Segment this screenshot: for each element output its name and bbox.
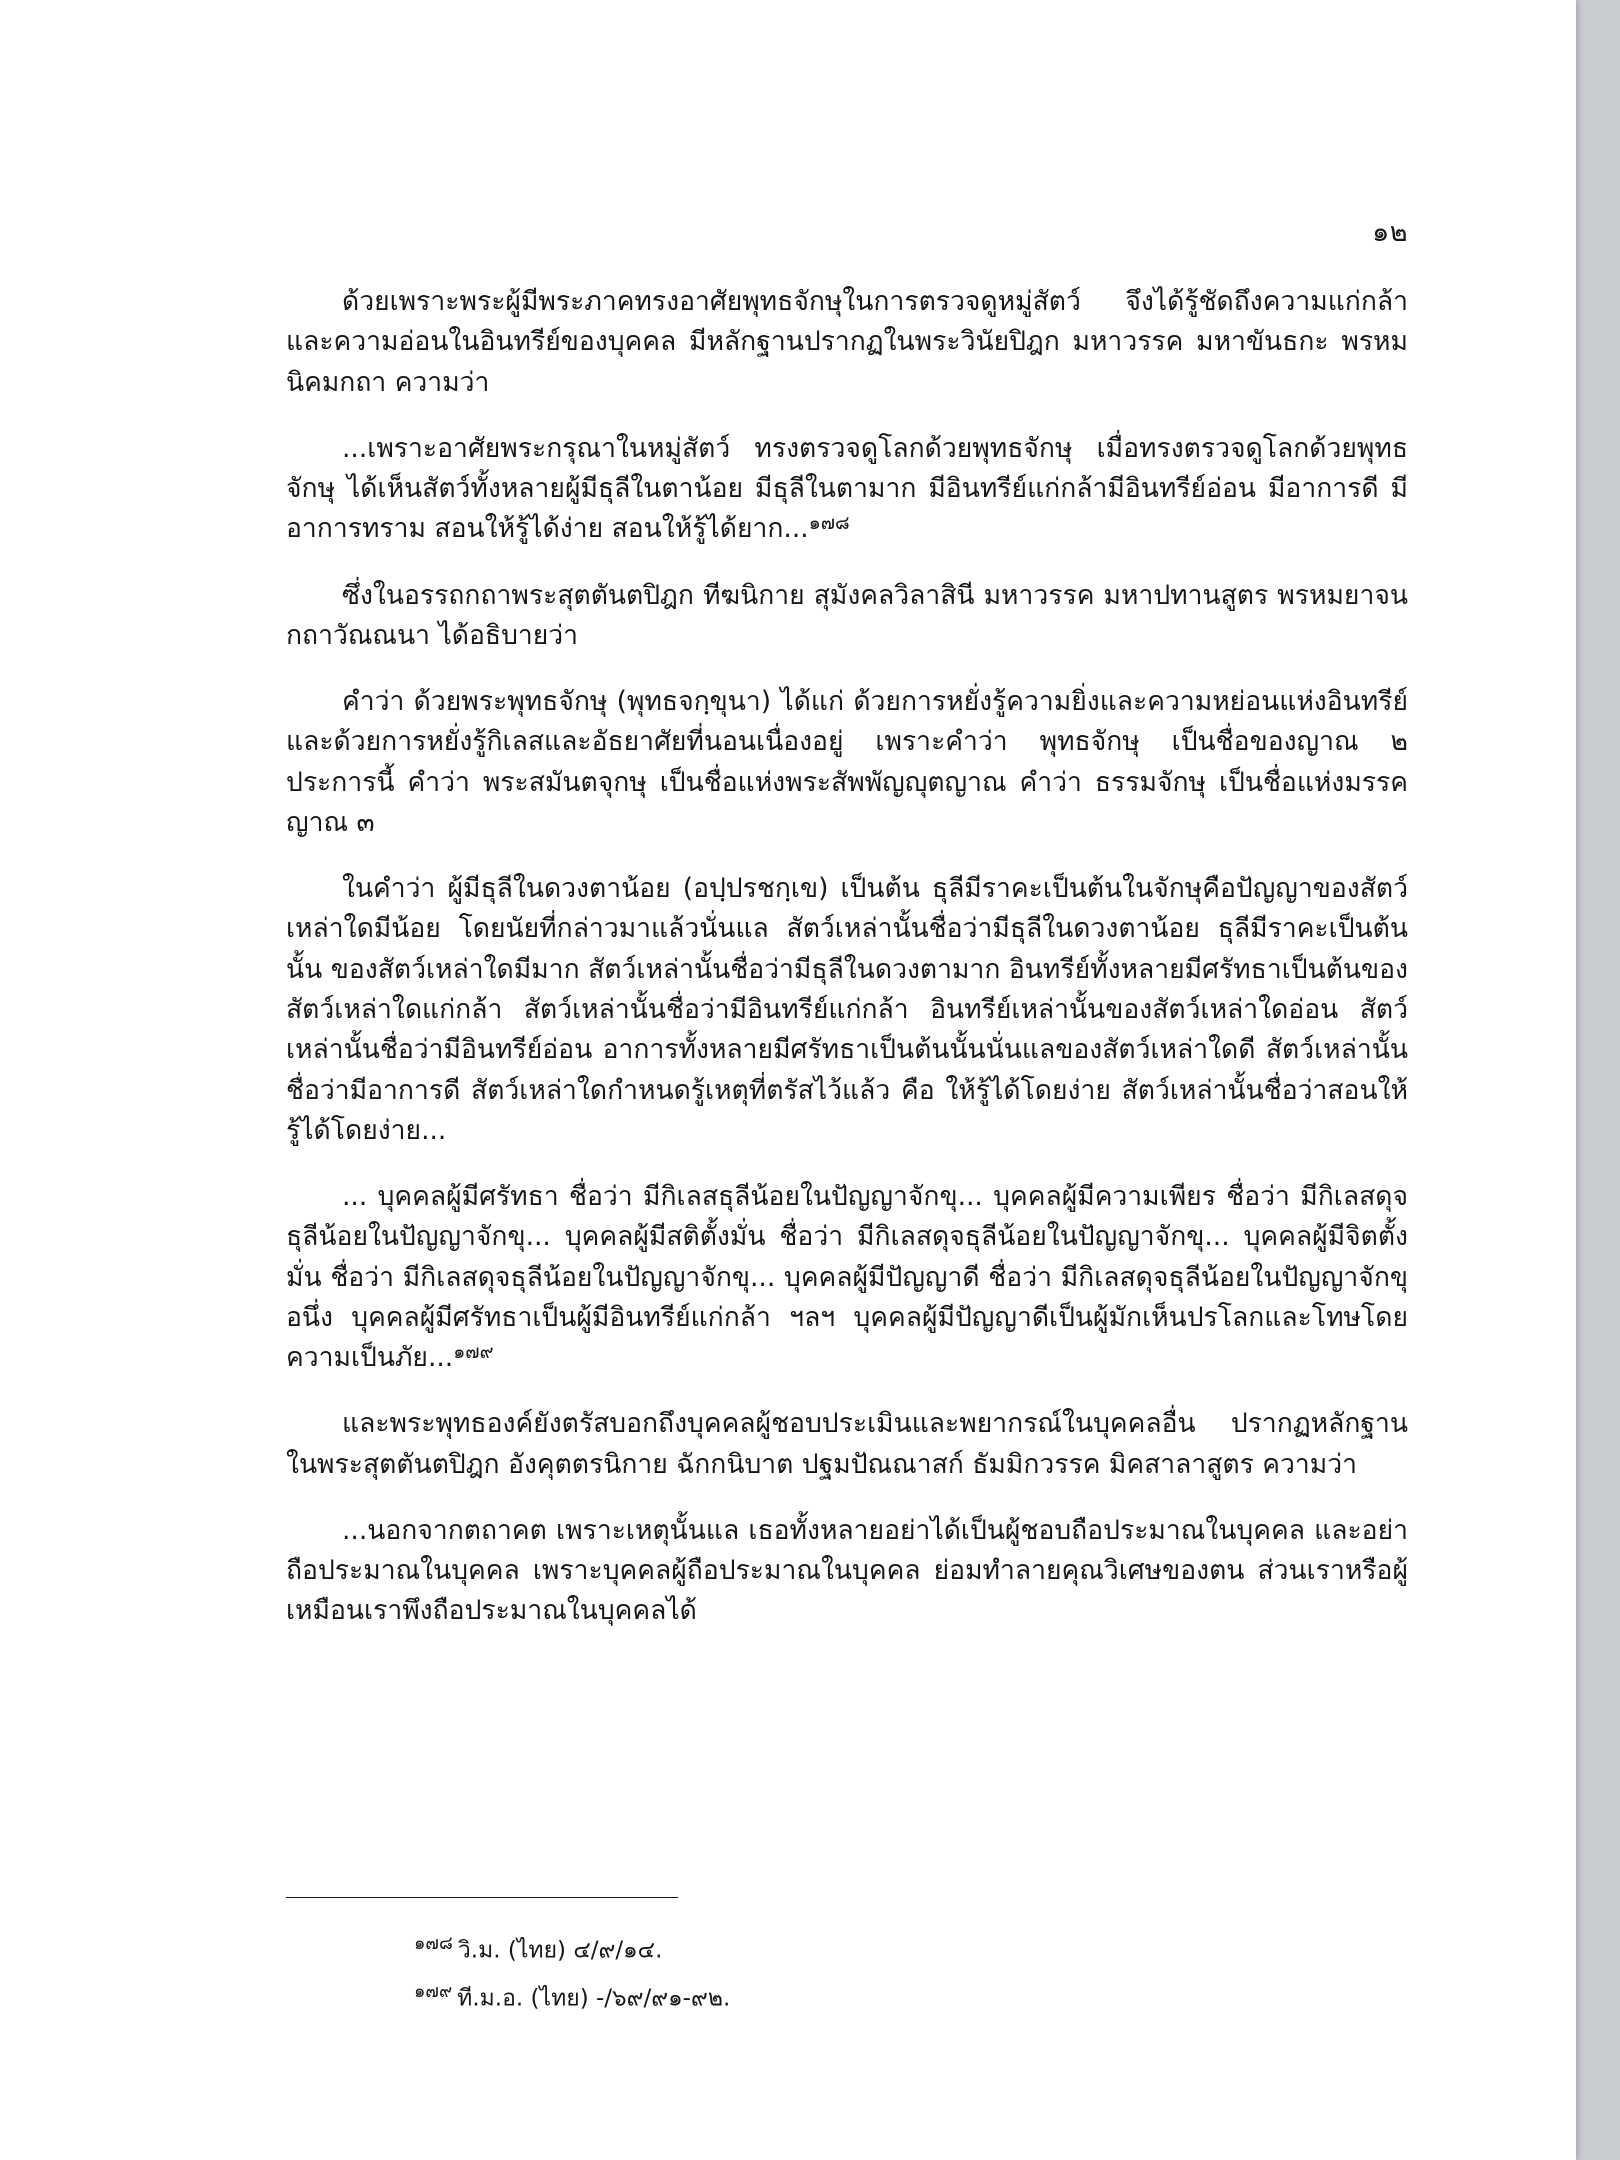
paragraph: และพระพุทธองค์ยังตรัสบอกถึงบุคคลผู้ชอบประเมินและพยากรณ์ในบุคคลอื่น ปรากฏหลักฐานในพระสุตตันตปิฎก อังคุตตรนิกาย ฉักกนิบาต ปฐมปัณณาสก์ ธัมมิกวรรค มิคสาลาสูตร ความว่า xyxy=(286,1408,1408,1480)
footnote-marker-1: ๑๗๘ xyxy=(808,512,850,535)
paragraph: ซึ่งในอรรถกถาพระสุตตันตปิฎก ทีฆนิกาย สุมังคลวิลาสินี มหาวรรค มหาปทานสูตร พรหมยาจนกถาวัณณนา ได้อธิบายว่า xyxy=(286,579,1408,651)
paragraph-text: ...เพราะอาศัยพระกรุณาในหมู่สัตว์ ทรงตรวจดูโลกด้วยพุทธจักษุ เมื่อทรงตรวจดูโลกด้วยพุทธจักษุ ได้เห็นสัตว์ทั้งหลายผู้มีธุลีในตาน้อย มีธุลีในตามาก มีอินทรีย์แก่กล้ามีอินทรีย์อ่อน มีอาการดี มีอาการทราม สอนให้รู้ได้ง่าย สอนให้รู้ได้ยาก... xyxy=(286,432,1408,545)
paragraph: คำว่า ด้วยพระพุทธจักษุ (พุทธจกฺขุนา) ได้แก่ ด้วยการหยั่งรู้ความยิ่งและความหย่อนแห่งอินทรีย์ และด้วยการหยั่งรู้กิเลสและอัธยาศัยที่นอนเนื่องอยู่ เพราะคำว่า พุทธจักษุ เป็นชื่อของญาณ ๒ ประการนี้ คำว่า พระสมันตจุกษุ เป็นชื่อแห่งพระสัพพัญญุตญาณ คำว่า ธรรมจักษุ เป็นชื่อแห่งมรรคญาณ ๓ xyxy=(286,686,1408,838)
paragraph: ด้วยเพราะพระผู้มีพระภาคทรงอาศัยพุทธจักษุในการตรวจดูหมู่สัตว์ จึงได้รู้ชัดถึงความแก่กล้าและความอ่อนในอินทรีย์ของบุคคล มีหลักฐานปรากฏในพระวินัยปิฎก มหาวรรค มหาขันธกะ พรหมนิคมกถา ความว่า xyxy=(286,286,1408,398)
paragraph-text: ... บุคคลผู้มีศรัทธา ชื่อว่า มีกิเลสธุลีน้อยในปัญญาจักขุ... บุคคลผู้มีความเพียร ชื่อว่า มีกิเลสดุจธุลีน้อยในปัญญาจักขุ... บุคคลผู้มีสติตั้งมั่น ชื่อว่า มีกิเลสดุจธุลีน้อยในปัญญาจักขุ... บุคคลผู้มีจิตตั้งมั่น ชื่อว่า มีกิเลสดุจธุลีน้อยในปัญญาจักขุ... บุคคลผู้มีปัญญาดี ชื่อว่า มีกิเลสดุจธุลีน้อยในปัญญาจักขุ อนึ่ง บุคคลผู้มีศรัทธาเป็นผู้มีอินทรีย์แก่กล้า ฯลฯ บุคคลผู้มีปัญญาดีเป็นผู้มักเห็นปรโลกและโทษโดยความเป็นภัย... xyxy=(286,1181,1408,1374)
footnote-separator xyxy=(286,1897,678,1898)
footnote-item xyxy=(286,1930,1408,1968)
footnote-number: ๑๗๘ xyxy=(414,1933,453,1954)
body-text-column xyxy=(286,282,1408,1632)
footnote-text: วิ.ม. (ไทย) ๔/๙/๑๔. xyxy=(457,1937,663,1964)
footnote-number: ๑๗๙ xyxy=(414,1981,453,2003)
footnote-marker-2: ๑๗๙ xyxy=(453,1341,494,1364)
paragraph-quote xyxy=(286,1177,1408,1378)
footnote-text: ที.ม.อ. (ไทย) -/๖๙/๙๑-๙๒. xyxy=(457,1985,731,2012)
paragraph: ...นอกจากตถาคต เพราะเหตุนั้นแล เธอทั้งหลายอย่าได้เป็นผู้ชอบถือประมาณในบุคคล และอย่าถือประมาณในบุคคล เพราะบุคคลผู้ถือประมาณในบุคคล ย่อมทำลายคุณวิเศษของตน ส่วนเราหรือผู้เหมือนเราพึงถือประมาณในบุคคลได้ xyxy=(286,1514,1408,1627)
paragraph: ในคำว่า ผู้มีธุลีในดวงตาน้อย (อปฺปรชกฺเข) เป็นต้น ธุลีมีราคะเป็นต้นในจักษุคือปัญญาของสัตว์เหล่าใดมีน้อย โดยนัยที่กล่าวมาแล้วนั่นแล สัตว์เหล่านั้นชื่อว่ามีธุลีในดวงตาน้อย ธุลีมีราคะเป็นต้นนั้น ของสัตว์เหล่าใดมีมาก สัตว์เหล่านั้นชื่อว่ามีธุลีในดวงตามาก อินทรีย์ทั้งหลายมีศรัทธาเป็นต้นของสัตว์เหล่าใดแก่กล้า สัตว์เหล่านั้นชื่อว่ามีอินทรีย์แก่กล้า อินทรีย์เหล่านั้นของสัตว์เหล่าใดอ่อน สัตว์เหล่านั้นชื่อว่ามีอินทรีย์อ่อน อาการทั้งหลายมีศรัทธาเป็นต้นนั้นนั่นแลของสัตว์เหล่าใดดี สัตว์เหล่านั้นชื่อว่ามีอาการดี สัตว์เหล่าใดกำหนดรู้เหตุที่ตรัสไว้แล้ว คือ ให้รู้ได้โดยง่าย สัตว์เหล่านั้นชื่อว่าสอนให้รู้ได้โดยง่าย... xyxy=(286,873,1408,1146)
footnotes-section xyxy=(286,1930,1408,2026)
footnote-item xyxy=(286,1978,1408,2016)
page-number: ๑๒ xyxy=(1372,217,1408,248)
paragraph-quote xyxy=(286,429,1408,550)
